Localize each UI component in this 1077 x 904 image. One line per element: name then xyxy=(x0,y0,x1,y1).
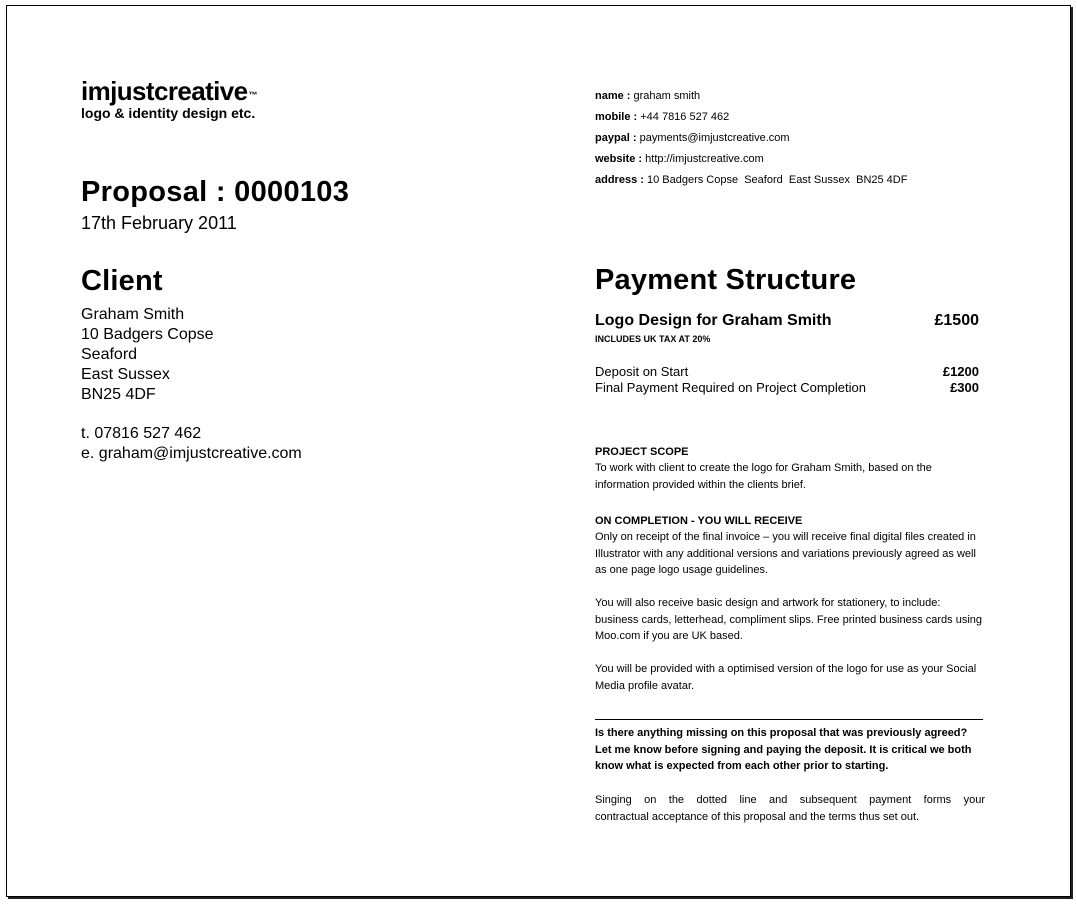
contact-website-row: website : http://imjustcreative.com xyxy=(595,153,764,165)
payment-total: £1500 xyxy=(934,312,979,329)
client-heading: Client xyxy=(81,265,163,297)
payment-item-label: Logo Design for Graham Smith xyxy=(595,312,832,329)
logo-wordmark: imjustcreative™ xyxy=(81,76,258,106)
avatar-paragraph: You will be provided with a optimised version of the logo for use as your Social Media profile avatar. xyxy=(595,663,977,692)
completion-section xyxy=(595,513,985,579)
client-contact xyxy=(81,424,302,464)
tax-note: INCLUDES UK TAX AT 20% xyxy=(595,334,711,344)
contact-address-row: address : 10 Badgers Copse Seaford East Sussex BN25 4DF xyxy=(595,174,908,186)
client-email: e. graham@imjustcreative.com xyxy=(81,445,302,462)
proposal-date: 17th February 2011 xyxy=(81,213,237,233)
divider xyxy=(595,719,983,720)
payment-row-deposit: Deposit on Start £1200 xyxy=(595,364,979,379)
contact-name-row: name : graham smith xyxy=(595,90,701,102)
proposal-page xyxy=(6,5,1071,897)
payment-structure xyxy=(595,311,979,396)
trademark-symbol: ™ xyxy=(248,90,258,100)
client-county: East Sussex xyxy=(81,366,170,383)
client-address xyxy=(81,305,214,405)
payment-item-row xyxy=(595,311,979,331)
payment-rows xyxy=(595,364,979,396)
proposal-title: Proposal : 0000103 xyxy=(81,176,350,208)
client-street: 10 Badgers Copse xyxy=(81,326,214,343)
scope-heading: PROJECT SCOPE xyxy=(595,446,689,458)
client-name: Graham Smith xyxy=(81,306,185,323)
client-town: Seaford xyxy=(81,346,138,363)
completion-heading: ON COMPLETION - YOU WILL RECEIVE xyxy=(595,515,803,527)
logo-tagline: logo & identity design etc. xyxy=(81,105,256,121)
project-scope xyxy=(595,444,985,493)
signing-terms: Singing on the dotted line and subsequent payment forms your contractual acceptance of this proposal and the terms thus set out. xyxy=(595,794,985,823)
scope-text: To work with client to create the logo for Graham Smith, based on the information provided within the clients brief. xyxy=(595,462,932,491)
client-phone: t. 07816 527 462 xyxy=(81,425,202,442)
payment-heading: Payment Structure xyxy=(595,264,857,296)
completion-text: Only on receipt of the final invoice – you will receive final digital files created in Illustrator with any additional versions and variations previously agreed as well as one page logo usage guidelines. xyxy=(595,531,976,577)
missing-items-question: Is there anything missing on this proposal that was previously agreed? Let me know before signing and paying the deposit. It is critical we both know what is expected from each other prior to starting. xyxy=(595,727,972,773)
contact-mobile-row: mobile : +44 7816 527 462 xyxy=(595,111,730,123)
payment-row-final: Final Payment Required on Project Completion £300 xyxy=(595,380,979,395)
client-postcode: BN25 4DF xyxy=(81,386,156,403)
contact-paypal-row: paypal : payments@imjustcreative.com xyxy=(595,132,790,144)
sender-contact-info xyxy=(595,86,907,191)
stationery-paragraph: You will also receive basic design and artwork for stationery, to include: business cards, letterhead, compliment slips. Free printed business cards using Moo.com if you are UK based. xyxy=(595,597,983,643)
